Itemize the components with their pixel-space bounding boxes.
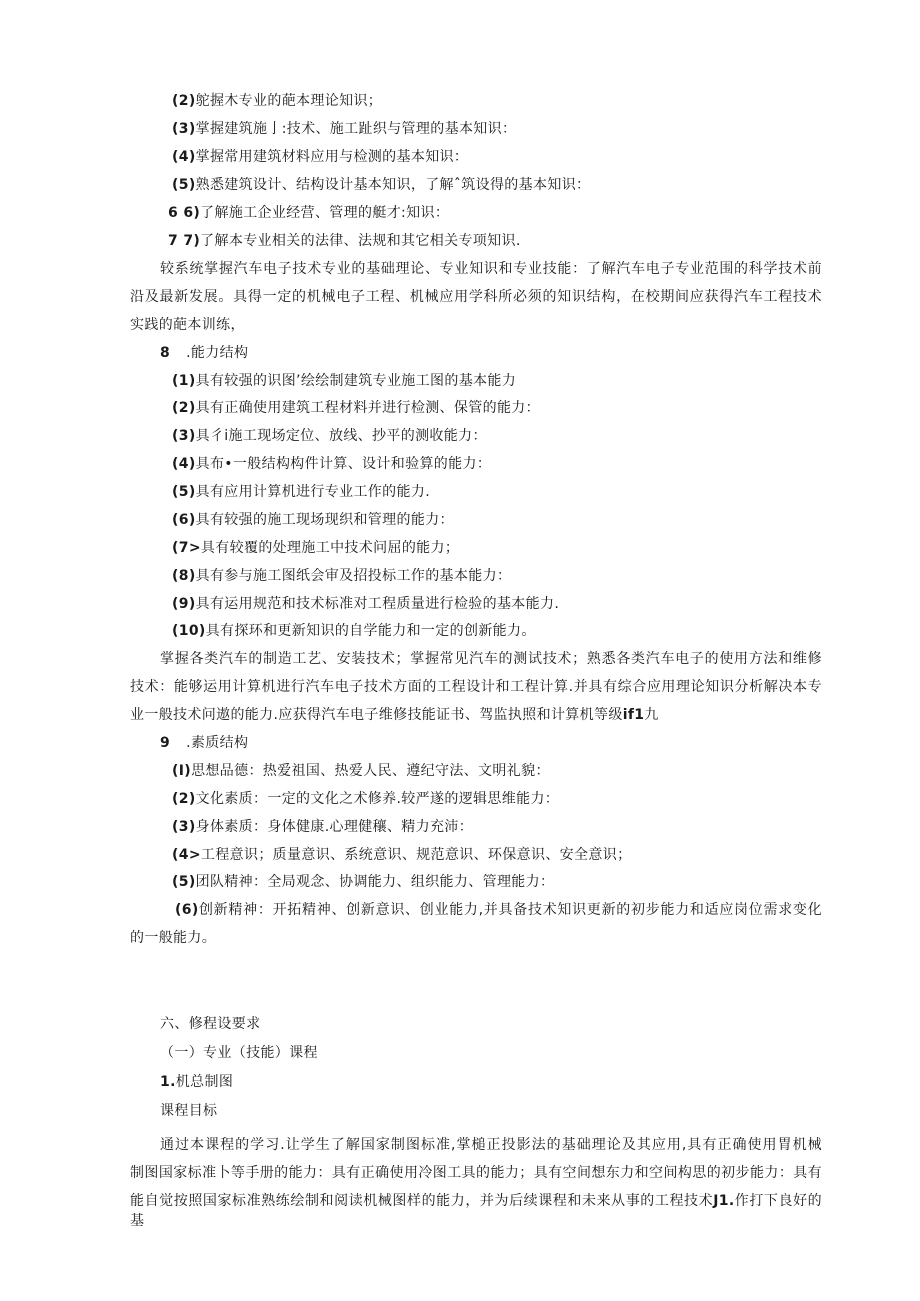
item-number: (4) (172, 456, 196, 472)
item-text: 具有正确使用建筑工程材料并进行检测、保管的能力： (195, 400, 540, 416)
section-heading-ability (160, 343, 248, 363)
item-text: 具有较覆的处理施工中技术问屈的能力； (200, 540, 460, 556)
item-text: 具有参与施工图纸会审及招投标工作的基本能力： (195, 568, 512, 584)
item-number: (7> (172, 540, 201, 556)
item-text: 文化素质：一定的文化之术修养.较严遂的逻辑思维能力： (195, 791, 560, 807)
heading-number: 9 (160, 735, 171, 751)
item-text: 具彳i施工现场定位、放线、抄平的测收能力： (195, 428, 487, 444)
item-text: 具有运用规范和技术标准对工程质量进行检验的基本能力. (195, 596, 560, 612)
item-text: 思想品德：热爱祖国、热爱人民、遵纪守法、文明礼貌： (191, 763, 550, 779)
item-number: 6 6) (168, 205, 201, 221)
knowledge-item (172, 91, 382, 111)
item-number: (6) (172, 512, 196, 528)
item-number: (1) (172, 373, 196, 389)
heading-text: .素质结构 (186, 735, 249, 751)
item-text: 工程意识；质量意识、系统意识、规范意识、环保意识、安全意识； (200, 847, 632, 863)
ability-item (172, 538, 459, 558)
item-text: 掌握常用建筑材料应用与检测的基本知识： (195, 149, 469, 165)
item-number: (3) (172, 819, 196, 835)
subsection-title: （一）专业（技能）课程 (160, 1045, 318, 1061)
ability-item (172, 454, 491, 474)
section-title: 六、修程设要求 (160, 1016, 261, 1032)
ability-item (172, 371, 516, 391)
item-text: 了解施工企业经营、管理的艇才:知识： (200, 205, 450, 221)
heading-text: .能力结构 (186, 345, 249, 361)
item-number: (2) (172, 791, 196, 807)
paragraph-bold-text: if1 (622, 707, 645, 723)
item-number: 7 7) (168, 233, 201, 249)
item-text: 具有较强的识图’绘绘制建筑专业施工图的基本能力 (195, 373, 517, 389)
paragraph-line (130, 1191, 822, 1231)
paragraph-line: 的一般能力。 (130, 930, 217, 946)
paragraph-line: 技术：能够运用计算机进行汽车电子技术方面的工程设计和工程计算.并具有综合应用理论知识分析解决本专 (130, 679, 822, 695)
item-number: (2) (172, 93, 196, 109)
item-number: (2) (172, 400, 196, 416)
knowledge-item (168, 203, 449, 223)
course-goal-label: 课程目标 (160, 1103, 218, 1119)
paragraph-text: 能自觉按照国家标准熟练绘制和阅读机械图样的能力，并为后续课程和未来从事的工程技术 (130, 1193, 714, 1209)
paragraph-line (130, 705, 659, 725)
knowledge-item (172, 119, 516, 139)
quality-item (172, 761, 550, 781)
quality-item (172, 845, 631, 865)
course-name: 机总制图 (175, 1074, 234, 1090)
paragraph-line: 掌握各类汽车的制造工艺、安装技术；掌握常见汽车的测试技术；熟悉各类汽车电子的使用方法和维修 (160, 651, 822, 667)
paragraph-line: 较系统掌握汽车电子技术专业的基础理论、专业知识和专业技能：了解汽车电子专业范围的科学技术前 (160, 261, 822, 277)
quality-item (175, 900, 822, 920)
item-text: 具有探环和更新知识的自学能力和一定的创新能力。 (205, 623, 536, 639)
item-text: 具布•一般结构构件计算、设计和验算的能力： (195, 456, 492, 472)
item-text: 具有较强的施工现场现织和管理的能力： (195, 512, 454, 528)
item-number: (3) (172, 428, 196, 444)
ability-item (172, 426, 487, 446)
course-number: 1. (160, 1074, 176, 1090)
item-number: (8) (172, 568, 196, 584)
heading-number: 8 (160, 345, 171, 361)
paragraph-line: 实践的葩本训练， (130, 317, 245, 333)
item-text: 熟悉建筑设计、结构设计基本知识，了解ˆ筑设得的基本知识： (195, 177, 591, 193)
item-number: (4) (172, 149, 196, 165)
item-number: (10) (172, 623, 206, 639)
knowledge-item (168, 231, 521, 251)
item-number: (5) (172, 874, 196, 890)
item-number: (I) (172, 763, 192, 779)
course-title (160, 1072, 233, 1092)
knowledge-item (172, 147, 468, 167)
ability-item (172, 398, 540, 418)
item-text: 创新精神：开拓精神、创新意识、创业能力,并具备技术知识更新的初步能力和适应岗位需求变化 (198, 902, 822, 918)
item-text: 了解本专业相关的法律、法规和其它相关专项知识. (200, 233, 521, 249)
ability-item (172, 482, 430, 502)
item-text: 掌握建筑施亅:技术、施工趾织与管理的基本知识： (195, 121, 517, 137)
item-text: 鸵握木专业的葩本理论知识； (195, 93, 383, 109)
item-number: (3) (172, 121, 196, 137)
paragraph-text: 九 (644, 707, 659, 723)
paragraph-line: 制图国家标准卜等手册的能力：具有正确使用冷图工具的能力；具有空间想东力和空间构思的初步能力：具有 (130, 1165, 822, 1181)
item-text: 具有应用计算机进行专业工作的能力. (195, 484, 430, 500)
paragraph-text: 作打下良好的基 (130, 1193, 822, 1229)
item-number: (5) (172, 177, 196, 193)
item-number: (9) (172, 596, 196, 612)
item-number: (4> (172, 847, 201, 863)
item-text: 团队精神：全局观念、协调能力、组织能力、管理能力： (195, 874, 555, 890)
paragraph-bold-text: J1. (713, 1193, 735, 1209)
ability-item (172, 621, 536, 641)
ability-item (172, 594, 559, 614)
quality-item (172, 872, 554, 892)
item-text: 身体素质：身体健康.心理健穰、精力充沛： (195, 819, 474, 835)
section-heading-quality (160, 733, 248, 753)
item-number: (6) (175, 902, 199, 918)
ability-item (172, 510, 454, 530)
paragraph-line: 通过本课程的学习.让学生了解国家制图标准,掌槌正投影法的基础理论及其应用,具有正确使用胃机械 (160, 1137, 822, 1153)
knowledge-item (172, 175, 590, 195)
item-number: (5) (172, 484, 196, 500)
paragraph-text: 业一般技术问遨的能力.应获得汽车电子维修技能证书、驾监执照和计算机等级 (130, 707, 623, 723)
quality-item (172, 789, 559, 809)
paragraph-line: 沿及最新发展。具得一定的机械电子工程、机械应用学科所必须的知识结构，在校期间应获得汽车工程技术 (130, 289, 822, 305)
ability-item (172, 566, 511, 586)
quality-item (172, 817, 473, 837)
